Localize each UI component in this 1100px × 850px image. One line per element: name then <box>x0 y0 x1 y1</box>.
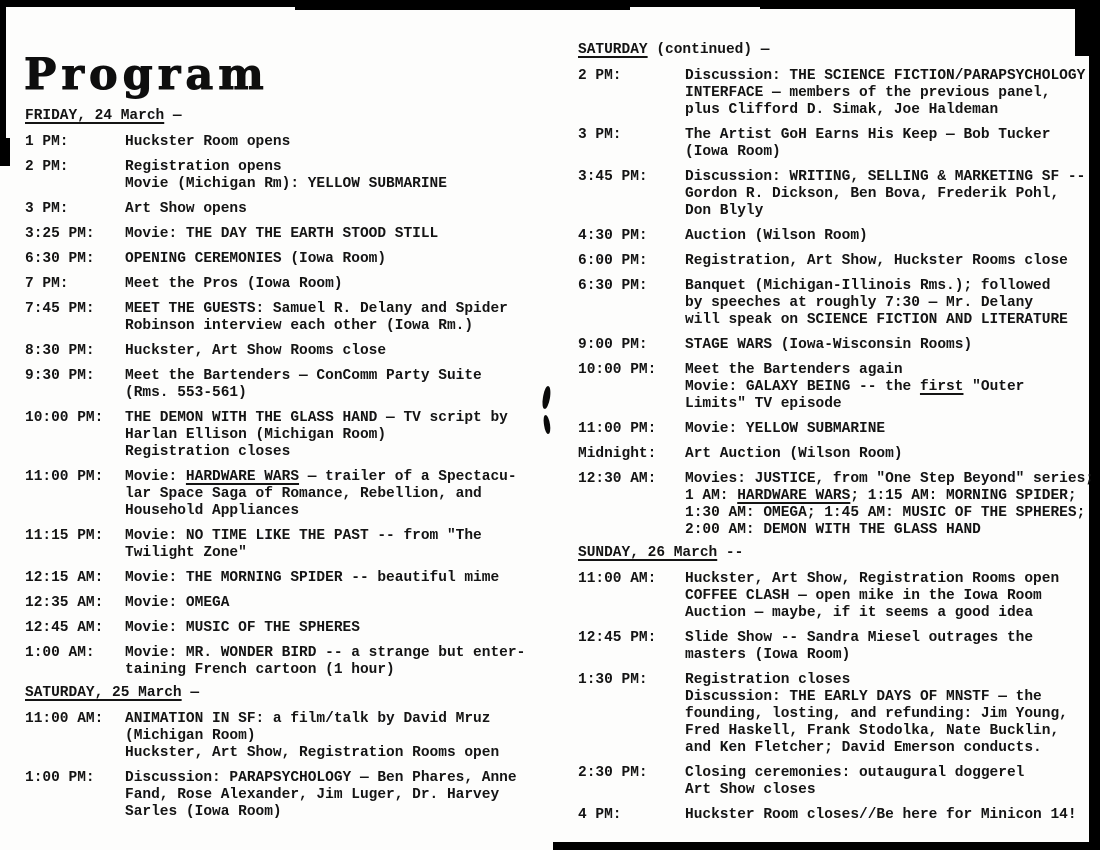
schedule-entry <box>25 134 560 151</box>
entry-description <box>125 711 560 762</box>
schedule-entry <box>578 127 1100 161</box>
text-segment: Discussion: THE EARLY DAYS OF MNSTF — the <box>685 689 1042 705</box>
text-segment: Closing ceremonies: outaugural doggerel <box>685 765 1025 781</box>
description-line <box>125 226 560 243</box>
text-segment: Registration closes <box>685 672 851 688</box>
description-line <box>685 723 1100 740</box>
description-line <box>685 85 1100 102</box>
day-heading-suffix: — <box>164 108 182 124</box>
schedule-entry <box>25 201 560 218</box>
schedule-entry <box>25 301 560 335</box>
description-line <box>125 645 560 662</box>
text-segment: taining French cartoon (1 hour) <box>125 662 395 678</box>
entry-description <box>685 362 1100 413</box>
description-line <box>125 201 560 218</box>
description-line <box>685 605 1100 622</box>
description-line <box>125 251 560 268</box>
text-segment: (Iowa Room) <box>685 144 781 160</box>
text-segment: will speak on SCIENCE FICTION AND LITERATURE <box>685 312 1068 328</box>
text-segment: masters (Iowa Room) <box>685 647 851 663</box>
entry-time: 4 PM: <box>578 807 622 823</box>
description-line <box>125 469 560 486</box>
schedule-entry <box>578 421 1100 438</box>
text-segment: Huckster, Art Show, Registration Rooms open <box>125 745 500 761</box>
schedule-entry <box>578 337 1100 354</box>
entry-time: 2 PM: <box>25 159 69 175</box>
description-line <box>685 522 1100 539</box>
schedule-entry <box>578 446 1100 463</box>
entry-time: 6:30 PM: <box>578 278 648 294</box>
text-segment: Art Show closes <box>685 782 816 798</box>
schedule-column-left <box>25 108 560 821</box>
entry-description <box>125 528 560 562</box>
text-segment: 2:00 AM: DEMON WITH THE GLASS HAND <box>685 522 981 538</box>
description-line <box>685 396 1100 413</box>
description-line <box>685 228 1100 245</box>
entry-time: 11:00 AM: <box>578 571 657 587</box>
text-segment: Movie: YELLOW SUBMARINE <box>685 421 886 437</box>
text-segment: Twilight Zone" <box>125 545 247 561</box>
description-line <box>685 295 1100 312</box>
entry-time: 6:30 PM: <box>25 251 95 267</box>
day-heading <box>578 545 1100 562</box>
description-line <box>685 169 1100 186</box>
schedule-entry <box>578 807 1100 824</box>
description-line <box>685 144 1100 161</box>
text-segment: founding, losting, and refunding: Jim Young, <box>685 706 1068 722</box>
description-line <box>125 728 560 745</box>
description-line <box>685 782 1100 799</box>
entry-time: 11:00 PM: <box>578 421 657 437</box>
entry-description <box>125 159 560 193</box>
entry-description <box>685 765 1100 799</box>
description-line <box>685 127 1100 144</box>
text-segment: Movie: MR. WONDER BIRD -- a strange but enter- <box>125 645 526 661</box>
description-line <box>125 318 560 335</box>
text-segment: lar Space Saga of Romance, Rebellion, and <box>125 486 482 502</box>
schedule-section <box>25 685 560 821</box>
entry-time: 11:15 PM: <box>25 528 104 544</box>
entry-description <box>125 410 560 461</box>
scan-edge-left-notch <box>0 138 10 166</box>
text-segment: ANIMATION IN SF: a film/talk by David Mruz <box>125 711 491 727</box>
entry-description <box>125 201 560 218</box>
entry-time: 4:30 PM: <box>578 228 648 244</box>
text-segment: ; 1:15 AM: MORNING SPIDER; <box>850 488 1077 504</box>
entry-time: 6:00 PM: <box>578 253 648 269</box>
description-line <box>125 503 560 520</box>
description-line <box>125 343 560 360</box>
description-line <box>685 505 1100 522</box>
schedule-entry <box>25 570 560 587</box>
text-segment: Huckster Room closes//Be here for Minicon 14! <box>685 807 1077 823</box>
text-segment: Discussion: PARAPSYCHOLOGY — Ben Phares, Anne <box>125 770 517 786</box>
text-segment: (Rms. 553-561) <box>125 385 247 401</box>
schedule-entry <box>25 645 560 679</box>
text-segment: 1:30 AM: OMEGA; 1:45 AM: MUSIC OF THE SPHERES; <box>685 505 1086 521</box>
description-line <box>125 486 560 503</box>
schedule-section <box>578 545 1100 824</box>
description-line <box>685 672 1100 689</box>
description-line <box>125 528 560 545</box>
text-segment: Huckster Room opens <box>125 134 291 150</box>
description-line <box>125 745 560 762</box>
description-line <box>685 102 1100 119</box>
day-heading <box>25 685 560 702</box>
text-segment: "Outer <box>963 379 1025 395</box>
schedule-entry <box>578 672 1100 757</box>
day-heading-text: SUNDAY, 26 March <box>578 545 718 561</box>
text-segment: Auction (Wilson Room) <box>685 228 868 244</box>
entry-description <box>125 301 560 335</box>
entry-time: 12:45 AM: <box>25 620 104 636</box>
description-line <box>125 444 560 461</box>
text-segment: Movie (Michigan Rm): YELLOW SUBMARINE <box>125 176 447 192</box>
text-segment: THE DEMON WITH THE GLASS HAND — TV script by <box>125 410 508 426</box>
entry-time: 3 PM: <box>578 127 622 143</box>
entry-description <box>685 672 1100 757</box>
scan-edge-top-bump-right <box>760 0 1100 9</box>
text-segment: Art Auction (Wilson Room) <box>685 446 903 462</box>
text-segment: Movie: NO TIME LIKE THE PAST -- from "The <box>125 528 482 544</box>
entry-description <box>685 278 1100 329</box>
entry-description <box>125 276 560 293</box>
entry-time: 10:00 PM: <box>25 410 104 426</box>
entry-time: 9:30 PM: <box>25 368 95 384</box>
text-segment: Harlan Ellison (Michigan Room) <box>125 427 387 443</box>
day-heading-text: FRIDAY, 24 March <box>25 108 165 124</box>
day-heading <box>25 108 560 125</box>
scan-edge-bottom-right <box>553 842 1100 850</box>
scan-edge-top-bump-left <box>295 0 630 10</box>
day-heading-text: SATURDAY, 25 March <box>25 685 182 701</box>
description-line <box>125 176 560 193</box>
entry-description <box>125 251 560 268</box>
text-segment: MEET THE GUESTS: Samuel R. Delany and Spider <box>125 301 508 317</box>
description-line <box>685 706 1100 723</box>
entry-time: 1:00 PM: <box>25 770 95 786</box>
entry-description <box>685 807 1100 824</box>
schedule-entry <box>578 765 1100 799</box>
text-segment: Movies: JUSTICE, from "One Step Beyond" series; <box>685 471 1094 487</box>
entry-description <box>685 228 1100 245</box>
entry-time: 12:45 PM: <box>578 630 657 646</box>
entry-description <box>685 337 1100 354</box>
schedule-entry <box>578 169 1100 220</box>
text-segment: Slide Show -- Sandra Miesel outrages the <box>685 630 1034 646</box>
description-line <box>125 410 560 427</box>
description-line <box>685 471 1100 488</box>
text-segment: Huckster, Art Show Rooms close <box>125 343 387 359</box>
description-line <box>125 134 560 151</box>
description-line <box>685 337 1100 354</box>
entry-time: 7:45 PM: <box>25 301 95 317</box>
description-line <box>125 620 560 637</box>
schedule-entry <box>25 343 560 360</box>
entry-time: 9:00 PM: <box>578 337 648 353</box>
entry-description <box>685 127 1100 161</box>
description-line <box>685 647 1100 664</box>
text-segment: Movie: GALAXY BEING -- the <box>685 379 920 395</box>
text-segment: Movie: THE DAY THE EARTH STOOD STILL <box>125 226 439 242</box>
schedule-section <box>578 42 1100 539</box>
text-segment: Limits" TV episode <box>685 396 842 412</box>
day-heading <box>578 42 1100 59</box>
schedule-entry <box>25 770 560 821</box>
text-segment: Discussion: THE SCIENCE FICTION/PARAPSYCHOLOGY <box>685 68 1086 84</box>
text-segment: Movie: THE MORNING SPIDER -- beautiful mime <box>125 570 500 586</box>
text-segment: Fred Haskell, Frank Stodolka, Nate Bucklin, <box>685 723 1060 739</box>
text-segment: Meet the Bartenders again <box>685 362 903 378</box>
description-line <box>685 446 1100 463</box>
entry-time: 1:00 AM: <box>25 645 95 661</box>
schedule-column-right <box>578 42 1100 824</box>
text-segment: STAGE WARS (Iowa-Wisconsin Rooms) <box>685 337 973 353</box>
description-line <box>685 362 1100 379</box>
entry-description <box>125 595 560 612</box>
underlined-text: first <box>919 379 964 395</box>
day-heading-suffix: (continued) — <box>647 42 770 58</box>
text-segment: Fand, Rose Alexander, Jim Luger, Dr. Harvey <box>125 787 500 803</box>
description-line <box>685 312 1100 329</box>
description-line <box>125 159 560 176</box>
entry-description <box>685 421 1100 438</box>
description-line <box>125 545 560 562</box>
entry-description <box>125 226 560 243</box>
description-line <box>685 278 1100 295</box>
entry-description <box>125 620 560 637</box>
entry-time: Midnight: <box>578 446 657 462</box>
text-segment: Robinson interview each other (Iowa Rm.) <box>125 318 474 334</box>
entry-time: 2:30 PM: <box>578 765 648 781</box>
description-line <box>685 807 1100 824</box>
schedule-entry <box>25 595 560 612</box>
description-line <box>685 421 1100 438</box>
entry-time: 10:00 PM: <box>578 362 657 378</box>
description-line <box>685 740 1100 757</box>
schedule-entry <box>578 228 1100 245</box>
description-line <box>685 379 1100 396</box>
schedule-entry <box>578 362 1100 413</box>
description-line <box>125 276 560 293</box>
description-line <box>685 571 1100 588</box>
text-segment: Banquet (Michigan-Illinois Rms.); followed <box>685 278 1051 294</box>
entry-description <box>685 68 1100 119</box>
entry-time: 11:00 PM: <box>25 469 104 485</box>
description-line <box>125 711 560 728</box>
entry-time: 8:30 PM: <box>25 343 95 359</box>
description-line <box>685 689 1100 706</box>
description-line <box>125 804 560 821</box>
schedule-entry <box>25 410 560 461</box>
text-segment: Art Show opens <box>125 201 247 217</box>
schedule-entry <box>25 528 560 562</box>
text-segment: 1 AM: <box>685 488 738 504</box>
schedule-entry <box>578 630 1100 664</box>
description-line <box>125 595 560 612</box>
schedule-entry <box>578 68 1100 119</box>
description-line <box>125 368 560 385</box>
entry-description <box>685 571 1100 622</box>
schedule-entry <box>578 471 1100 539</box>
entry-description <box>125 134 560 151</box>
underlined-text: HARDWARE WARS <box>737 488 851 504</box>
schedule-entry <box>25 620 560 637</box>
schedule-entry <box>25 469 560 520</box>
entry-time: 3:45 PM: <box>578 169 648 185</box>
description-line <box>125 770 560 787</box>
entry-description <box>125 343 560 360</box>
description-line <box>685 588 1100 605</box>
text-segment: (Michigan Room) <box>125 728 256 744</box>
text-segment: Don Blyly <box>685 203 764 219</box>
text-segment: Movie: MUSIC OF THE SPHERES <box>125 620 360 636</box>
text-segment: Discussion: WRITING, SELLING & MARKETING SF -- <box>685 169 1086 185</box>
text-segment: Sarles (Iowa Room) <box>125 804 282 820</box>
description-line <box>125 662 560 679</box>
schedule-section <box>25 108 560 679</box>
description-line <box>685 630 1100 647</box>
text-segment: and Ken Fletcher; David Emerson conducts. <box>685 740 1042 756</box>
description-line <box>685 68 1100 85</box>
description-line <box>125 301 560 318</box>
schedule-entry <box>578 253 1100 270</box>
text-segment: Meet the Pros (Iowa Room) <box>125 276 343 292</box>
text-segment: Gordon R. Dickson, Ben Bova, Frederik Pohl, <box>685 186 1060 202</box>
text-segment: INTERFACE — members of the previous panel, <box>685 85 1051 101</box>
page-title: Program <box>24 50 269 100</box>
entry-time: 1:30 PM: <box>578 672 648 688</box>
entry-time: 2 PM: <box>578 68 622 84</box>
entry-time: 11:00 AM: <box>25 711 104 727</box>
day-heading-suffix: -- <box>717 545 744 561</box>
text-segment: by speeches at roughly 7:30 — Mr. Delany <box>685 295 1034 311</box>
text-segment: Household Appliances <box>125 503 300 519</box>
schedule-entry <box>25 159 560 193</box>
description-line <box>685 488 1100 505</box>
description-line <box>125 427 560 444</box>
text-segment: Movie: <box>125 469 186 485</box>
entry-description <box>125 645 560 679</box>
day-heading-text: SATURDAY <box>578 42 648 58</box>
entry-time: 7 PM: <box>25 276 69 292</box>
entry-description <box>685 471 1100 539</box>
description-line <box>685 203 1100 220</box>
text-segment: Registration opens <box>125 159 282 175</box>
text-segment: The Artist GoH Earns His Keep — Bob Tucker <box>685 127 1051 143</box>
description-line <box>125 787 560 804</box>
schedule-entry <box>25 711 560 762</box>
entry-time: 12:35 AM: <box>25 595 104 611</box>
description-line <box>685 765 1100 782</box>
entry-description <box>685 253 1100 270</box>
description-line <box>125 570 560 587</box>
description-line <box>685 253 1100 270</box>
schedule-entry <box>25 368 560 402</box>
entry-description <box>685 169 1100 220</box>
text-segment: Movie: OMEGA <box>125 595 230 611</box>
text-segment: Registration, Art Show, Huckster Rooms close <box>685 253 1068 269</box>
text-segment: COFFEE CLASH — open mike in the Iowa Room <box>685 588 1042 604</box>
text-segment: Auction — maybe, if it seems a good idea <box>685 605 1034 621</box>
entry-time: 3 PM: <box>25 201 69 217</box>
schedule-entry <box>25 226 560 243</box>
description-line <box>685 186 1100 203</box>
text-segment: Registration closes <box>125 444 291 460</box>
entry-description <box>685 630 1100 664</box>
text-segment: — trailer of a Spectacu- <box>299 469 517 485</box>
entry-description <box>125 770 560 821</box>
text-segment: Huckster, Art Show, Registration Rooms open <box>685 571 1060 587</box>
description-line <box>125 385 560 402</box>
entry-description <box>125 570 560 587</box>
entry-time: 1 PM: <box>25 134 69 150</box>
schedule-entry <box>578 571 1100 622</box>
entry-description <box>125 469 560 520</box>
entry-description <box>125 368 560 402</box>
schedule-entry <box>578 278 1100 329</box>
schedule-entry <box>25 276 560 293</box>
schedule-entry <box>25 251 560 268</box>
text-segment: OPENING CEREMONIES (Iowa Room) <box>125 251 387 267</box>
entry-time: 12:30 AM: <box>578 471 657 487</box>
entry-time: 12:15 AM: <box>25 570 104 586</box>
entry-time: 3:25 PM: <box>25 226 95 242</box>
text-segment: Meet the Bartenders — ConComm Party Suite <box>125 368 482 384</box>
day-heading-suffix: — <box>181 685 200 701</box>
text-segment: plus Clifford D. Simak, Joe Haldeman <box>685 102 999 118</box>
underlined-text: HARDWARE WARS <box>185 469 300 485</box>
entry-description <box>685 446 1100 463</box>
